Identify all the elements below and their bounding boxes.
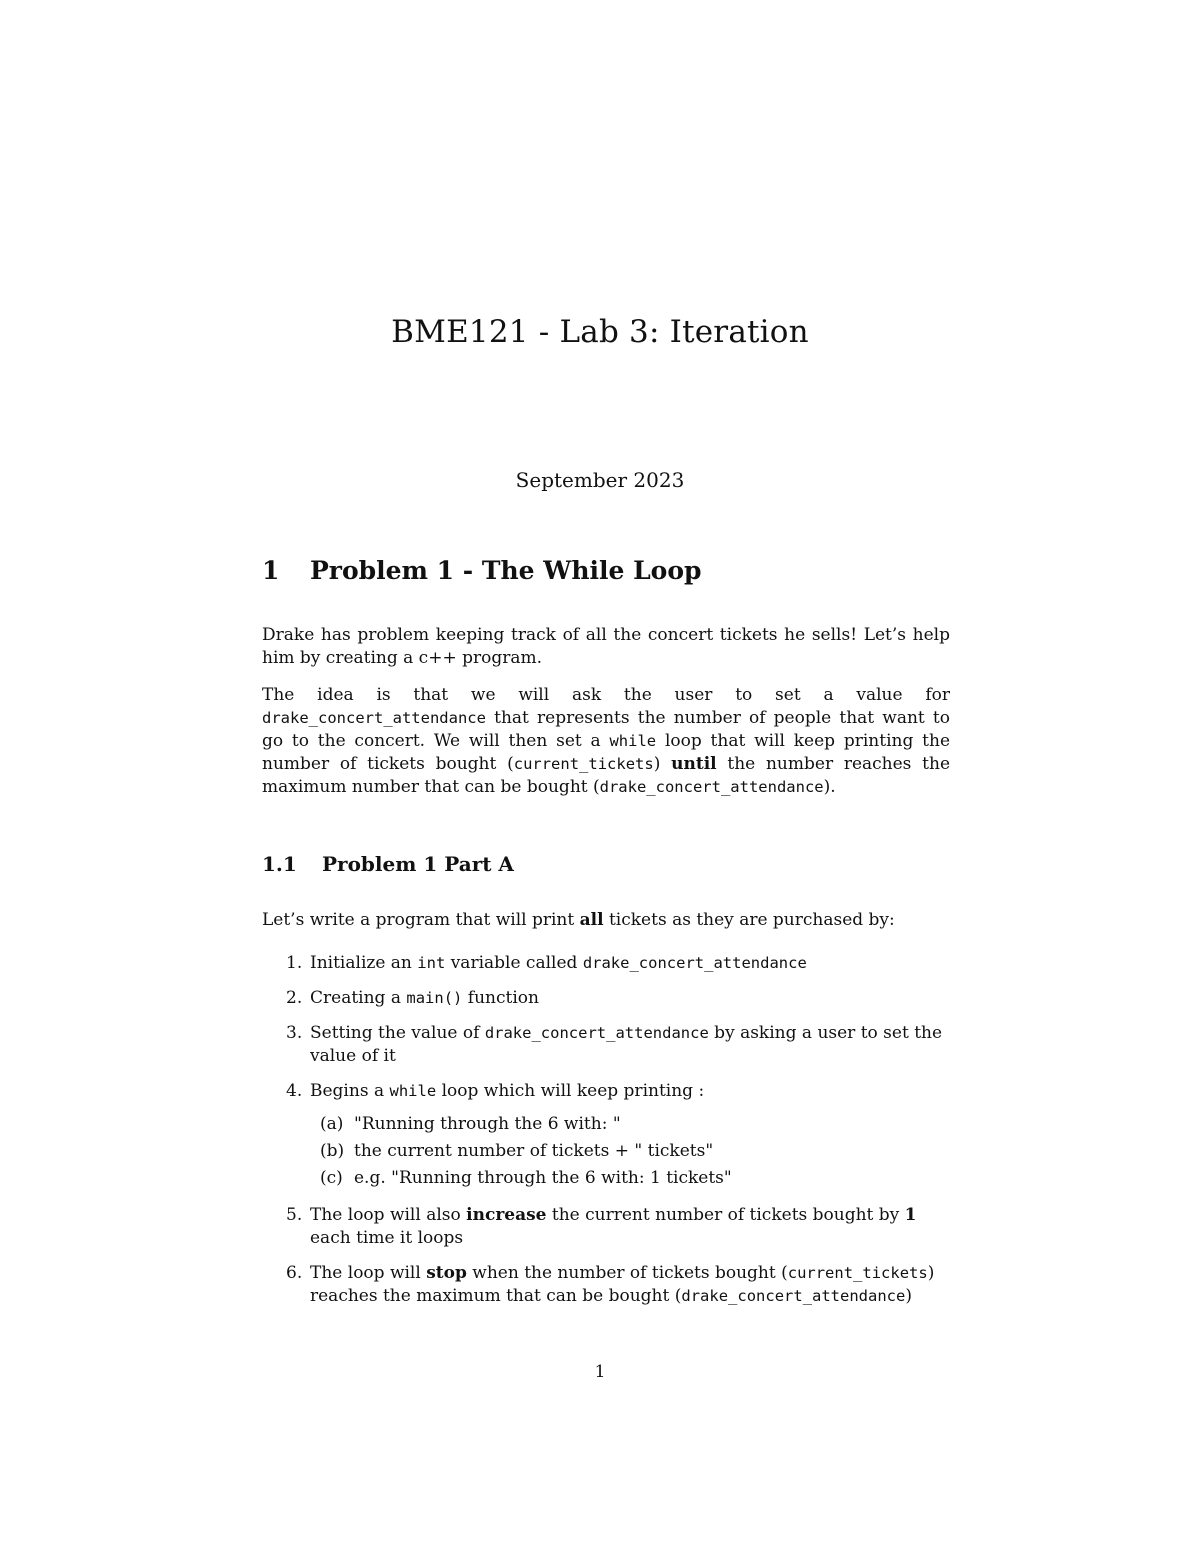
list-item: [262, 1022, 950, 1068]
text-run: function: [462, 988, 539, 1008]
steps-list: [262, 952, 950, 1308]
code-run: main(): [406, 989, 463, 1007]
text-run: e.g. "Running through the 6 with: 1 tickets": [354, 1168, 732, 1188]
list-marker: 4.: [286, 1081, 303, 1101]
subsection-heading: [262, 849, 950, 879]
code-run: int: [417, 954, 446, 972]
text-run: the number reaches the maximum number that can be bought (: [262, 754, 951, 797]
paragraph-idea: [262, 684, 950, 799]
paragraph-intro: Drake has problem keeping track of all the concert tickets he sells! Let’s help him by creating a c++ program.: [262, 625, 950, 668]
paragraph-steps-intro: [262, 909, 950, 932]
bold-run: all: [579, 910, 604, 930]
sub-list-marker: (b): [320, 1141, 345, 1161]
list-marker: 3.: [286, 1023, 303, 1043]
text-run: loop which will keep printing :: [436, 1081, 705, 1101]
text-run: that represents the number of people that want to go to the concert. We will then set a: [262, 708, 950, 751]
text-run: ): [905, 1286, 912, 1306]
list-marker: 6.: [286, 1263, 303, 1283]
text-run: ).: [823, 777, 836, 797]
text-run: each time it loops: [310, 1228, 464, 1248]
code-run: drake_concert_attendance: [484, 1024, 709, 1042]
sub-list-item: [310, 1113, 950, 1136]
sub-list: [310, 1113, 950, 1190]
subsection-number: 1.1: [262, 852, 297, 876]
text-run: The idea is that we will ask the user to set a value for: [262, 685, 950, 705]
section-heading: [262, 552, 950, 590]
sub-list-item: [310, 1140, 950, 1163]
section-number: 1: [262, 556, 280, 585]
text-run: the current number of tickets + " tickets": [354, 1141, 714, 1161]
text-run: ): [653, 754, 672, 774]
bold-run: increase: [466, 1205, 547, 1225]
document-date: September 2023: [515, 468, 685, 492]
text-run: when the number of tickets bought (: [466, 1263, 788, 1283]
list-item: [262, 1080, 950, 1190]
document-title: BME121 - Lab 3: Iteration: [391, 314, 809, 350]
page-number: 1: [594, 1362, 606, 1382]
text-run: Let’s write a program that will print: [262, 910, 580, 930]
text-run: The loop will: [310, 1263, 427, 1283]
bold-run: until: [671, 754, 717, 774]
text-run: The loop will also: [310, 1205, 467, 1225]
sub-list-item: [310, 1167, 950, 1190]
list-item: [262, 1262, 950, 1308]
code-run: drake_concert_attendance: [582, 954, 807, 972]
text-run: Creating a: [310, 988, 407, 1008]
list-item: [262, 987, 950, 1010]
text-run: loop that will keep printing the number of tickets bought (: [262, 731, 951, 774]
list-item: [262, 952, 950, 975]
text-run: the current number of tickets bought by: [546, 1205, 905, 1225]
text-run: "Running through the 6 with: ": [354, 1114, 621, 1134]
list-item: [262, 1204, 950, 1250]
sub-list-marker: (a): [320, 1114, 344, 1134]
sub-list-marker: (c): [320, 1168, 343, 1188]
code-run: drake_concert_attendance: [599, 778, 824, 796]
text-run: variable called: [445, 953, 583, 973]
code-run: drake_concert_attendance: [681, 1287, 906, 1305]
text-run: by asking a user to set the value of it: [310, 1023, 943, 1066]
bold-run: 1: [904, 1205, 917, 1225]
list-marker: 5.: [286, 1205, 303, 1225]
document-body: [262, 552, 950, 1320]
list-marker: 1.: [286, 953, 303, 973]
text-run: Setting the value of: [310, 1023, 485, 1043]
text-run: Initialize an: [310, 953, 418, 973]
code-run: current_tickets: [787, 1264, 928, 1282]
text-run: tickets as they are purchased by:: [603, 910, 895, 930]
code-run: while: [609, 732, 657, 750]
code-run: drake_concert_attendance: [262, 709, 486, 727]
section-title: Problem 1 - The While Loop: [310, 556, 702, 585]
code-run: while: [389, 1082, 437, 1100]
subsection-title: Problem 1 Part A: [322, 852, 514, 876]
text-run: Begins a: [310, 1081, 390, 1101]
text-run: ) reaches the maximum that can be bought (: [310, 1263, 935, 1306]
list-marker: 2.: [286, 988, 303, 1008]
code-run: current_tickets: [513, 755, 654, 773]
bold-run: stop: [426, 1263, 467, 1283]
